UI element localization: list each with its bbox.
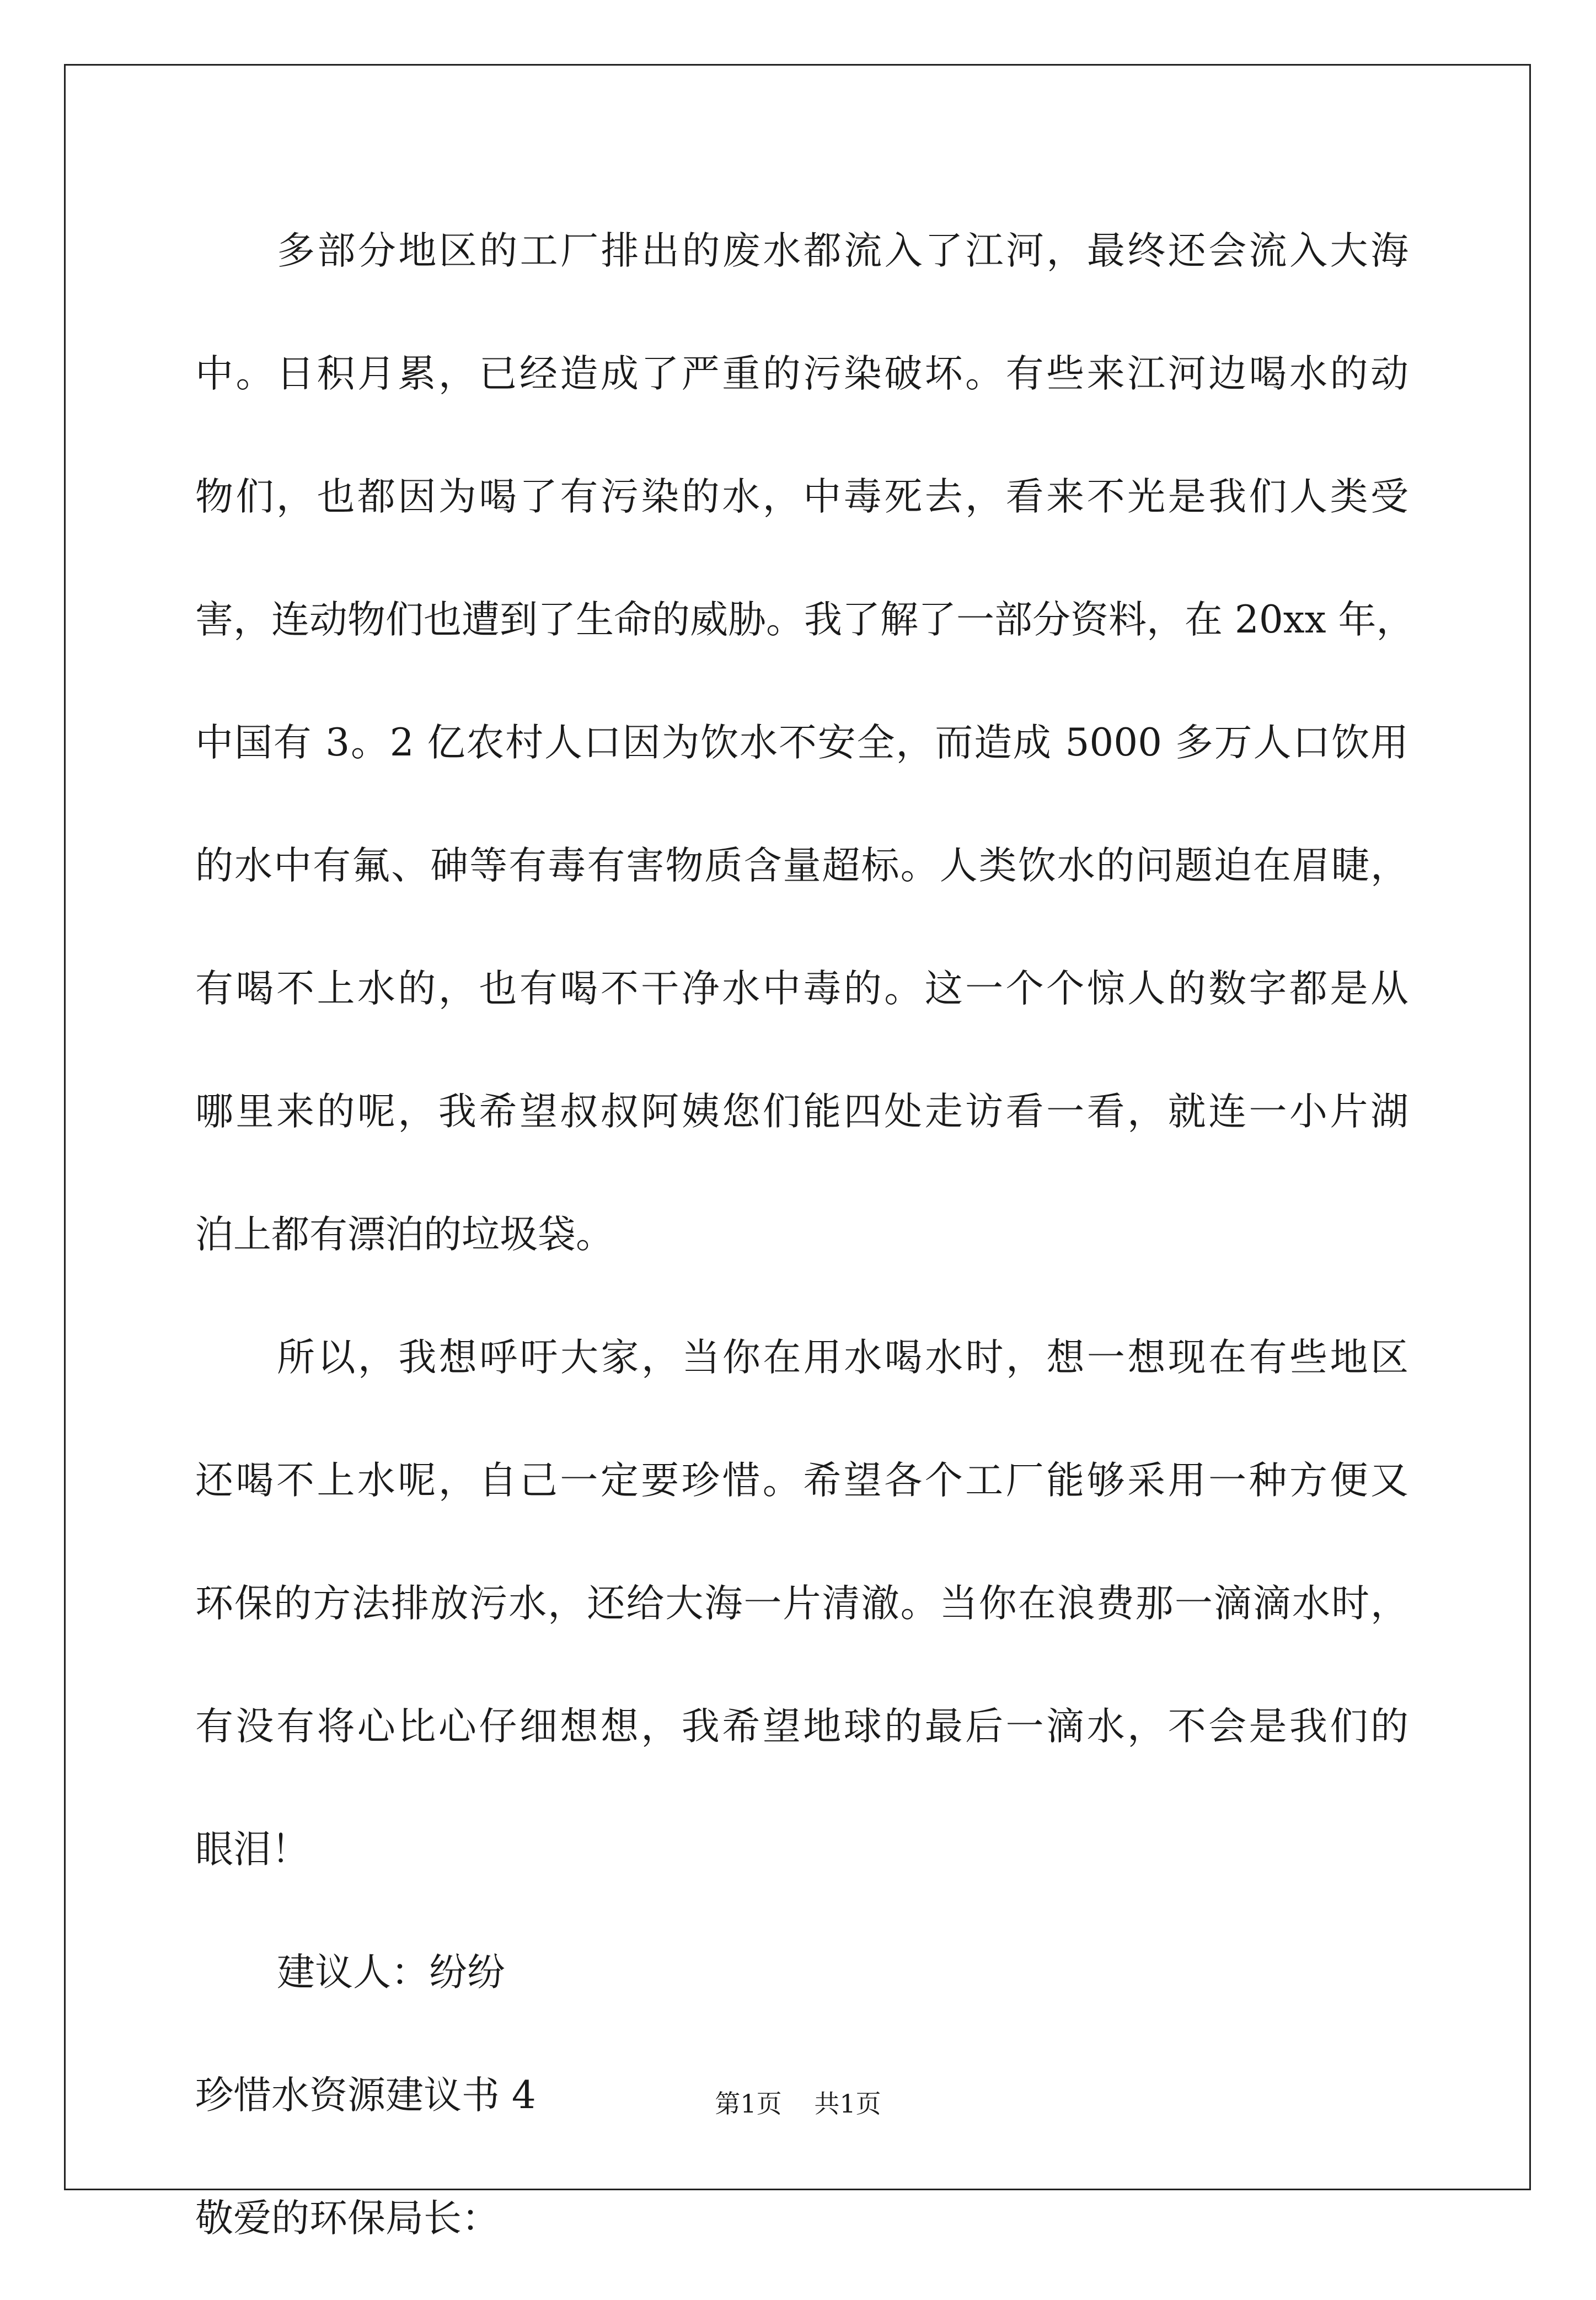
text-line: 中。日积月累，已经造成了严重的污染破坏。有些来江河边喝水的动 <box>195 352 1408 396</box>
salutation: 敬爱的环保局长： <box>195 2196 500 2240</box>
section-title: 珍惜水资源建议书 4 <box>195 2073 536 2117</box>
text-line: 眼泪！ <box>195 1827 309 1872</box>
text-line: 物们，也都因为喝了有污染的水，中毒死去，看来不光是我们人类受 <box>195 475 1408 519</box>
text-line: 多部分地区的工厂排出的废水都流入了江河，最终还会流入大海 <box>277 229 1408 273</box>
text-line: 所以，我想呼吁大家，当你在用水喝水时，想一想现在有些地区 <box>277 1336 1408 1380</box>
text-line: 还喝不上水呢，自己一定要珍惜。希望各个工厂能够采用一种方便又 <box>195 1459 1408 1503</box>
text-line: 有没有将心比心仔细想想，我希望地球的最后一滴水，不会是我们的 <box>195 1704 1408 1749</box>
page-total: 共1页 <box>814 2089 881 2119</box>
text-line: 害，连动物们也遭到了生命的威胁。我了解了一部分资料，在 20xx 年， <box>195 598 1415 642</box>
page-number: 第1页 <box>715 2089 782 2119</box>
signature: 建议人：纷纷 <box>277 1950 505 1995</box>
paragraph-1 <box>195 210 1415 1316</box>
text-line: 的水中有氟、砷等有毒有害物质含量超标。人类饮水的问题迫在眉睫， <box>195 844 1408 888</box>
text-line: 泊上都有漂泊的垃圾袋。 <box>195 1213 614 1257</box>
text-line: 哪里来的呢，我希望叔叔阿姨您们能四处走访看一看，就连一小片湖 <box>195 1090 1408 1134</box>
text-line: 有喝不上水的，也有喝不干净水中毒的。这一个个惊人的数字都是从 <box>195 967 1408 1011</box>
paragraph-2 <box>195 1316 1408 1931</box>
text-line: 中国有 3。2 亿农村人口因为饮水不安全，而造成 5000 多万人口饮用 <box>195 721 1408 765</box>
text-line: 环保的方法排放污水，还给大海一片清澈。当你在浪费那一滴滴水时， <box>195 1581 1408 1626</box>
page-footer <box>0 2087 1596 2120</box>
document-body <box>195 210 1415 2300</box>
